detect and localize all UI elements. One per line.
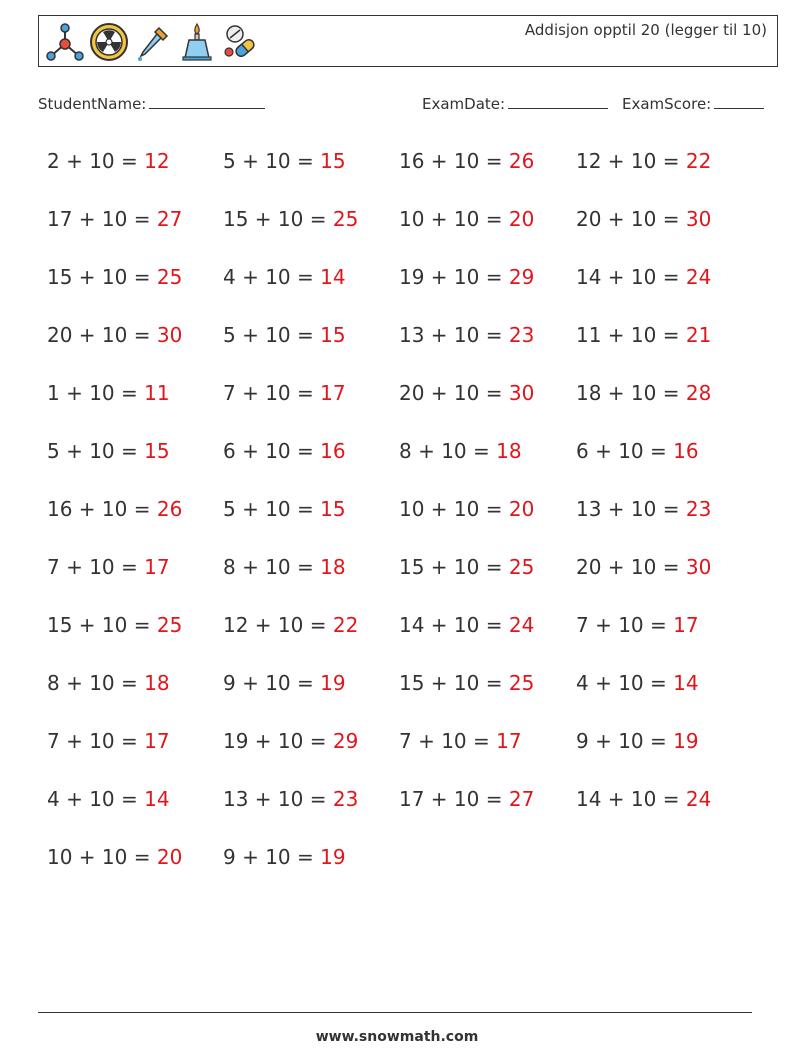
problem-item: [399, 323, 534, 347]
problem-question: 5 + 10 =: [223, 323, 321, 347]
problem-question: 15 + 10 =: [47, 265, 157, 289]
problem-item: [223, 323, 346, 347]
problem-item: [399, 555, 534, 579]
problem-item: [576, 787, 711, 811]
problem-answer: 23: [508, 323, 535, 347]
problem-answer: 30: [685, 555, 712, 579]
problem-item: [576, 439, 699, 463]
problem-item: [47, 555, 170, 579]
problem-answer: 30: [508, 381, 535, 405]
problem-item: [47, 207, 182, 231]
problem-answer: 26: [156, 497, 183, 521]
problem-question: 13 + 10 =: [223, 787, 333, 811]
student-name-label: StudentName:: [38, 95, 147, 113]
problem-question: 8 + 10 =: [47, 671, 145, 695]
exam-date-label: ExamDate:: [422, 95, 506, 113]
problem-answer: 19: [673, 729, 699, 753]
problem-question: 15 + 10 =: [399, 671, 509, 695]
problem-answer: 12: [144, 149, 170, 173]
problem-item: [47, 265, 182, 289]
problem-answer: 27: [156, 207, 183, 231]
problem-question: 20 + 10 =: [399, 381, 509, 405]
problem-question: 19 + 10 =: [399, 265, 509, 289]
problem-item: [399, 207, 534, 231]
problem-answer: 24: [685, 265, 712, 289]
problem-item: [47, 613, 182, 637]
problem-answer: 25: [332, 207, 359, 231]
problem-question: 17 + 10 =: [399, 787, 509, 811]
problem-item: [47, 381, 170, 405]
problem-item: [223, 439, 346, 463]
problem-question: 11 + 10 =: [576, 323, 686, 347]
problem-answer: 18: [320, 555, 346, 579]
problem-item: [576, 555, 711, 579]
problem-item: [223, 613, 358, 637]
problem-item: [47, 323, 182, 347]
problem-answer: 18: [496, 439, 522, 463]
problem-item: [223, 671, 346, 695]
problem-item: [399, 381, 534, 405]
problem-item: [223, 555, 346, 579]
problem-answer: 16: [320, 439, 346, 463]
footer-url: www.snowmath.com: [315, 1029, 479, 1045]
problem-question: 17 + 10 =: [47, 207, 157, 231]
problem-question: 12 + 10 =: [223, 613, 333, 637]
problem-answer: 24: [508, 613, 535, 637]
problem-question: 4 + 10 =: [576, 671, 674, 695]
problem-answer: 14: [144, 787, 170, 811]
problem-item: [223, 787, 358, 811]
problem-question: 16 + 10 =: [399, 149, 509, 173]
problem-answer: 16: [673, 439, 699, 463]
problem-item: [223, 845, 346, 869]
problem-answer: 25: [508, 555, 535, 579]
problem-question: 4 + 10 =: [47, 787, 145, 811]
problem-question: 6 + 10 =: [223, 439, 321, 463]
problem-question: 9 + 10 =: [576, 729, 674, 753]
problem-answer: 22: [332, 613, 359, 637]
problem-question: 1 + 10 =: [47, 381, 145, 405]
problem-item: [47, 149, 170, 173]
problem-item: [47, 845, 182, 869]
problem-question: 18 + 10 =: [576, 381, 686, 405]
problem-answer: 18: [144, 671, 170, 695]
problem-question: 7 + 10 =: [576, 613, 674, 637]
problem-answer: 17: [144, 729, 170, 753]
problem-answer: 14: [673, 671, 699, 695]
problem-answer: 25: [156, 265, 183, 289]
problem-answer: 15: [320, 323, 346, 347]
problem-item: [223, 381, 346, 405]
problem-item: [47, 439, 170, 463]
problem-answer: 15: [320, 497, 346, 521]
page-title: Addisjon opptil 20 (legger til 10): [524, 21, 767, 39]
problem-question: 9 + 10 =: [223, 845, 321, 869]
problem-answer: 20: [508, 207, 535, 231]
problem-answer: 24: [685, 787, 712, 811]
problem-item: [399, 149, 534, 173]
problem-question: 2 + 10 =: [47, 149, 145, 173]
problem-item: [399, 497, 534, 521]
problem-answer: 23: [685, 497, 712, 521]
problem-answer: 17: [673, 613, 699, 637]
problem-question: 4 + 10 =: [223, 265, 321, 289]
problem-answer: 29: [332, 729, 359, 753]
problem-item: [576, 149, 711, 173]
problem-item: [223, 265, 346, 289]
problem-item: [223, 729, 358, 753]
problem-answer: 22: [685, 149, 712, 173]
problem-question: 5 + 10 =: [223, 497, 321, 521]
footer-divider: [38, 1012, 752, 1013]
problem-answer: 15: [320, 149, 346, 173]
problem-item: [47, 671, 170, 695]
problem-answer: 21: [685, 323, 712, 347]
problem-answer: 19: [320, 845, 346, 869]
problem-question: 12 + 10 =: [576, 149, 686, 173]
problem-answer: 20: [156, 845, 183, 869]
problem-question: 13 + 10 =: [576, 497, 686, 521]
problem-item: [576, 265, 711, 289]
problem-item: [223, 149, 346, 173]
problem-answer: 27: [508, 787, 535, 811]
problem-answer: 30: [156, 323, 183, 347]
problem-question: 8 + 10 =: [223, 555, 321, 579]
problem-item: [399, 265, 534, 289]
problem-item: [399, 439, 522, 463]
problem-answer: 25: [156, 613, 183, 637]
problem-question: 15 + 10 =: [399, 555, 509, 579]
problem-question: 9 + 10 =: [223, 671, 321, 695]
problem-question: 5 + 10 =: [47, 439, 145, 463]
problem-item: [576, 671, 699, 695]
problem-item: [576, 381, 711, 405]
problem-answer: 14: [320, 265, 346, 289]
problem-question: 8 + 10 =: [399, 439, 497, 463]
problem-item: [223, 207, 358, 231]
problem-question: 7 + 10 =: [47, 729, 145, 753]
problem-item: [47, 787, 170, 811]
problem-item: [576, 323, 711, 347]
problem-question: 15 + 10 =: [223, 207, 333, 231]
problem-question: 7 + 10 =: [223, 381, 321, 405]
problem-question: 10 + 10 =: [399, 497, 509, 521]
problem-question: 14 + 10 =: [576, 265, 686, 289]
problem-answer: 17: [320, 381, 346, 405]
problem-answer: 25: [508, 671, 535, 695]
problem-answer: 28: [685, 381, 712, 405]
problem-item: [399, 729, 522, 753]
exam-score-label: ExamScore:: [622, 95, 712, 113]
problem-question: 10 + 10 =: [399, 207, 509, 231]
problem-question: 13 + 10 =: [399, 323, 509, 347]
problem-item: [576, 207, 711, 231]
problem-item: [47, 497, 182, 521]
problem-item: [576, 729, 699, 753]
problem-question: 20 + 10 =: [576, 207, 686, 231]
problem-question: 20 + 10 =: [47, 323, 157, 347]
problem-question: 5 + 10 =: [223, 149, 321, 173]
problem-answer: 29: [508, 265, 535, 289]
problem-question: 20 + 10 =: [576, 555, 686, 579]
problem-item: [223, 497, 346, 521]
problem-item: [576, 497, 711, 521]
problem-question: 10 + 10 =: [47, 845, 157, 869]
problem-answer: 15: [144, 439, 170, 463]
problem-item: [47, 729, 170, 753]
problem-question: 14 + 10 =: [399, 613, 509, 637]
problem-question: 7 + 10 =: [399, 729, 497, 753]
problem-answer: 30: [685, 207, 712, 231]
problem-answer: 19: [320, 671, 346, 695]
problem-question: 14 + 10 =: [576, 787, 686, 811]
problem-item: [576, 613, 699, 637]
problem-answer: 23: [332, 787, 359, 811]
problem-question: 16 + 10 =: [47, 497, 157, 521]
problem-answer: 20: [508, 497, 535, 521]
problem-question: 19 + 10 =: [223, 729, 333, 753]
problem-question: 15 + 10 =: [47, 613, 157, 637]
problem-item: [399, 613, 534, 637]
problem-question: 7 + 10 =: [47, 555, 145, 579]
problem-answer: 11: [144, 381, 170, 405]
problem-item: [399, 671, 534, 695]
problem-item: [399, 787, 534, 811]
problem-answer: 17: [144, 555, 170, 579]
problem-answer: 17: [496, 729, 522, 753]
problem-question: 6 + 10 =: [576, 439, 674, 463]
problem-answer: 26: [508, 149, 535, 173]
